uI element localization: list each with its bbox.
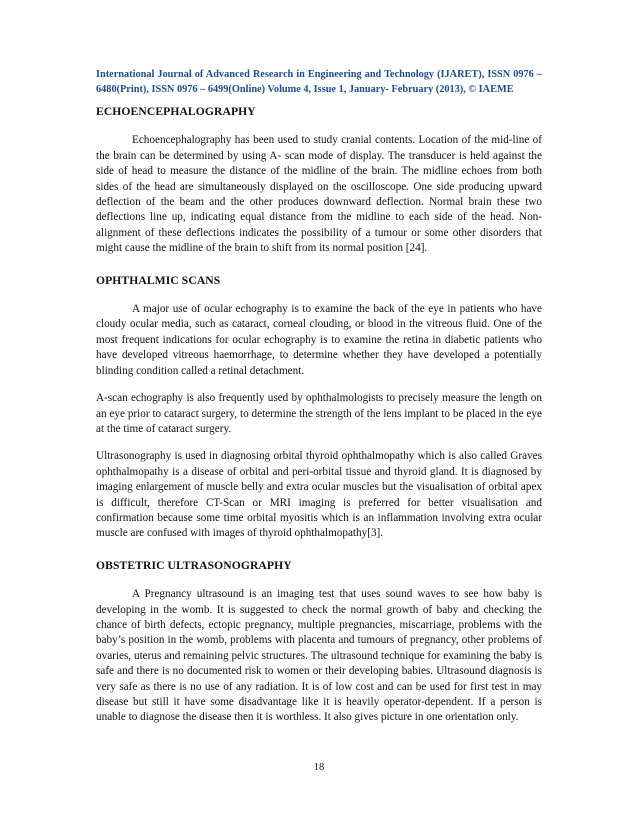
paragraph-obstetric: A Pregnancy ultrasound is an imaging test that uses sound waves to see how baby is developing in the womb. It is suggested to check the normal growth of baby and checking the chance of birth defects, ectopic pregnancy, multiple pregnancies, miscarriage, problems with the baby’s position in the womb, problems with placenta and tumours of pregnancy, other problems of ovaries, uterus and remaining pelvic structures. The ultrasound technique for examining the baby is safe and there is no documented risk to women or their developing babies. Ultrasound diagnosis is very safe as there is no use of any radiation. It is of low cost and can be used for first test in may disease but still it have some disadvantage like it is heavily operator-dependent. If a person is unable to diagnose the disease then it is worthless. It also gives picture in one orientation only. [96,588,542,724]
section-heading-ophthalmic-scans: OPHTHALMIC SCANS [96,273,221,287]
page-content [96,104,542,738]
paragraph-ophthalmic-2: A-scan echography is also frequently used by ophthalmologists to precisely measure the length on an eye prior to cataract surgery, to determine the strength of the lens implant to be placed in the eye at the time of cataract surgery. [96,392,542,435]
journal-header: International Journal of Advanced Research in Engineering and Technology (IJARET), ISSN 0976 – 6480(Print), ISSN 0976 – 6499(Online) Volume 4, Issue 1, January- February (2013), © IAEME [96,69,542,95]
paragraph-ophthalmic-3: Ultrasonography is used in diagnosing orbital thyroid ophthalmopathy which is also called Graves ophthalmopathy is a disease of orbital and peri-orbital tissue and thyroid gland. It is diagnosed by imaging enlargement of muscle belly and extra ocular muscles but the visualisation of orbital apex is difficult, therefore CT-Scan or MRI imaging is preferred for better visualisation and confirmation because some time orbital myositis which is an inflammation involving extra ocular muscle are confused with images of thyroid ophthalmopathy[3]. [96,450,542,540]
paragraph-echoencephalography: Echoencephalography has been used to study cranial contents. Location of the mid-line of the brain can be determined by using A- scan mode of display. The transducer is held against the side of head to measure the distance of the midline of the brain. The midline echoes from both sides of the head are simultaneously displayed on the oscilloscope. One side producing upward deflection of the beam and the other produces downward deflection. Normal brain these two deflections line up, indicating equal distance from the midline to each side of the head. Non-alignment of these deflections indicates the possibility of a tumour or some other disorders that might cause the midline of the brain to shift from its normal position [24]. [96,134,542,255]
paragraph-ophthalmic-1: A major use of ocular echography is to examine the back of the eye in patients who have cloudy ocular media, such as cataract, corneal clouding, or blood in the vitreous fluid. One of the most frequent indications for ocular echography is to examine the retina in diabetic patients who have developed vitreous haemorrhage, to determine whether they have developed a potentially blinding condition called a retinal detachment. [96,303,542,377]
section-heading-echoencephalography: ECHOENCEPHALOGRAPHY [96,105,256,118]
section-heading-obstetric-ultrasonography: OBSTETRIC ULTRASONOGRAPHY [96,558,292,572]
page-number: 18 [313,762,325,773]
